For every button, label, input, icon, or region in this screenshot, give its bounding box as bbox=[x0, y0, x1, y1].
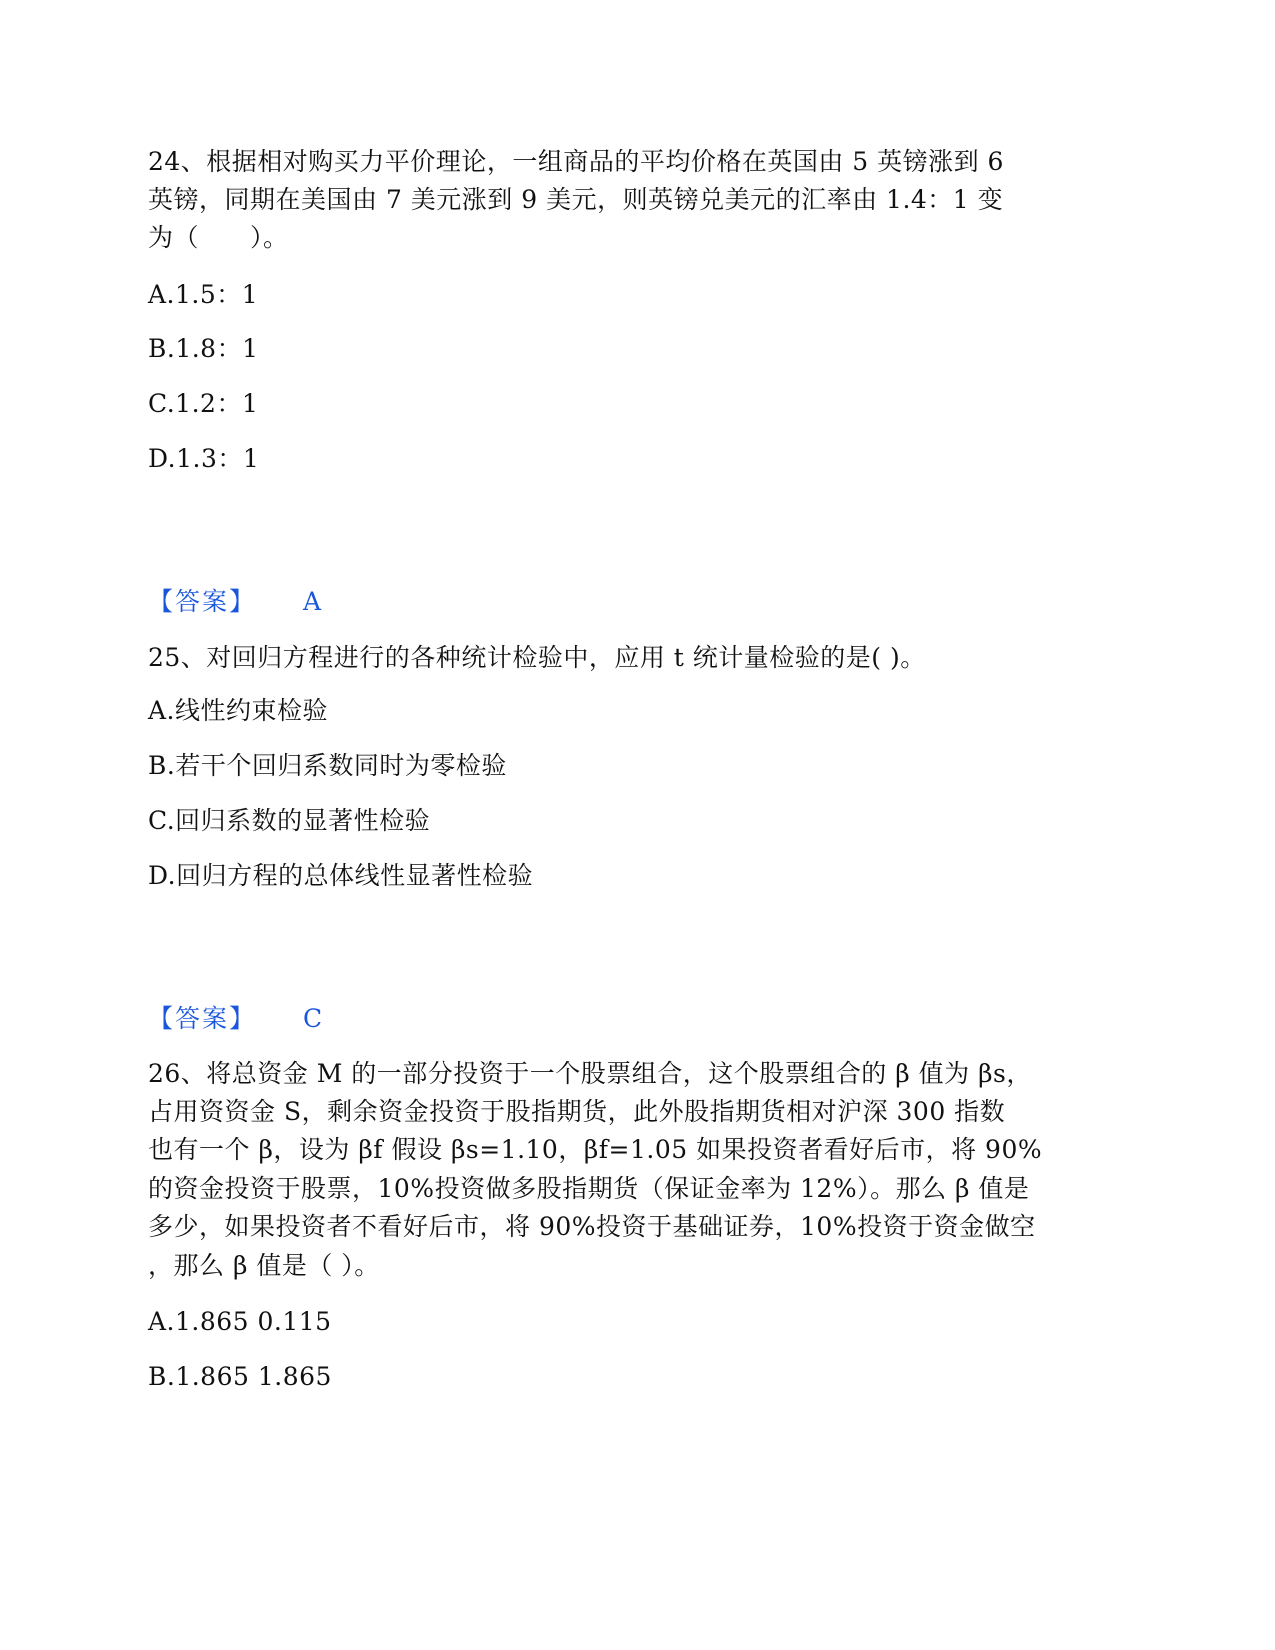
q24-option-d: D.1.3：1 bbox=[148, 444, 260, 473]
q25-answer-value: C bbox=[303, 1004, 323, 1033]
q24-text-line-1: 24、根据相对购买力平价理论，一组商品的平均价格在英国由 5 英镑涨到 6 bbox=[148, 147, 1004, 176]
q25-option-c: C.回归系数的显著性检验 bbox=[148, 806, 431, 835]
q24-answer bbox=[148, 586, 322, 618]
q26-text-line-5: 多少，如果投资者不看好后市，将 90%投资于基础证券，10%投资于资金做空 bbox=[148, 1212, 1036, 1241]
q25-text-line-1: 25、对回归方程进行的各种统计检验中，应用 t 统计量检验的是( )。 bbox=[148, 643, 926, 672]
q25-option-d: D.回归方程的总体线性显著性检验 bbox=[148, 861, 534, 890]
q26-option-a: A.1.865 0.115 bbox=[148, 1307, 332, 1336]
q24-option-b: B.1.8：1 bbox=[148, 334, 259, 363]
q25-option-a: A.线性约束检验 bbox=[148, 696, 329, 725]
q26-option-b: B.1.865 1.865 bbox=[148, 1362, 332, 1391]
q24-option-a: A.1.5：1 bbox=[148, 280, 259, 309]
q24-option-c: C.1.2：1 bbox=[148, 389, 259, 418]
q24-text-line-2: 英镑，同期在美国由 7 美元涨到 9 美元，则英镑兑美元的汇率由 1.4：1 变 bbox=[148, 185, 1004, 214]
q24-answer-label: 【答案】 bbox=[148, 587, 257, 616]
q26-text-line-3: 也有一个 β，设为 βf 假设 βs=1.10，βf=1.05 如果投资者看好后市，将 90% bbox=[148, 1135, 1043, 1164]
q26-text-line-2: 占用资资金 S，剩余资金投资于股指期货，此外股指期货相对沪深 300 指数 bbox=[148, 1097, 1006, 1126]
q25-answer-label: 【答案】 bbox=[148, 1004, 257, 1033]
q26-text-line-6: ，那么 β 值是（ ）。 bbox=[148, 1251, 380, 1280]
q24-text-line-3: 为（ ）。 bbox=[148, 223, 289, 252]
q26-text-line-1: 26、将总资金 M 的一部分投资于一个股票组合，这个股票组合的 β 值为 βs， bbox=[148, 1059, 1032, 1088]
q24-answer-value: A bbox=[303, 587, 322, 616]
q26-text-line-4: 的资金投资于股票，10%投资做多股指期货（保证金率为 12%）。那么 β 值是 bbox=[148, 1174, 1030, 1203]
q25-answer bbox=[148, 1003, 323, 1035]
q25-option-b: B.若干个回归系数同时为零检验 bbox=[148, 751, 507, 780]
